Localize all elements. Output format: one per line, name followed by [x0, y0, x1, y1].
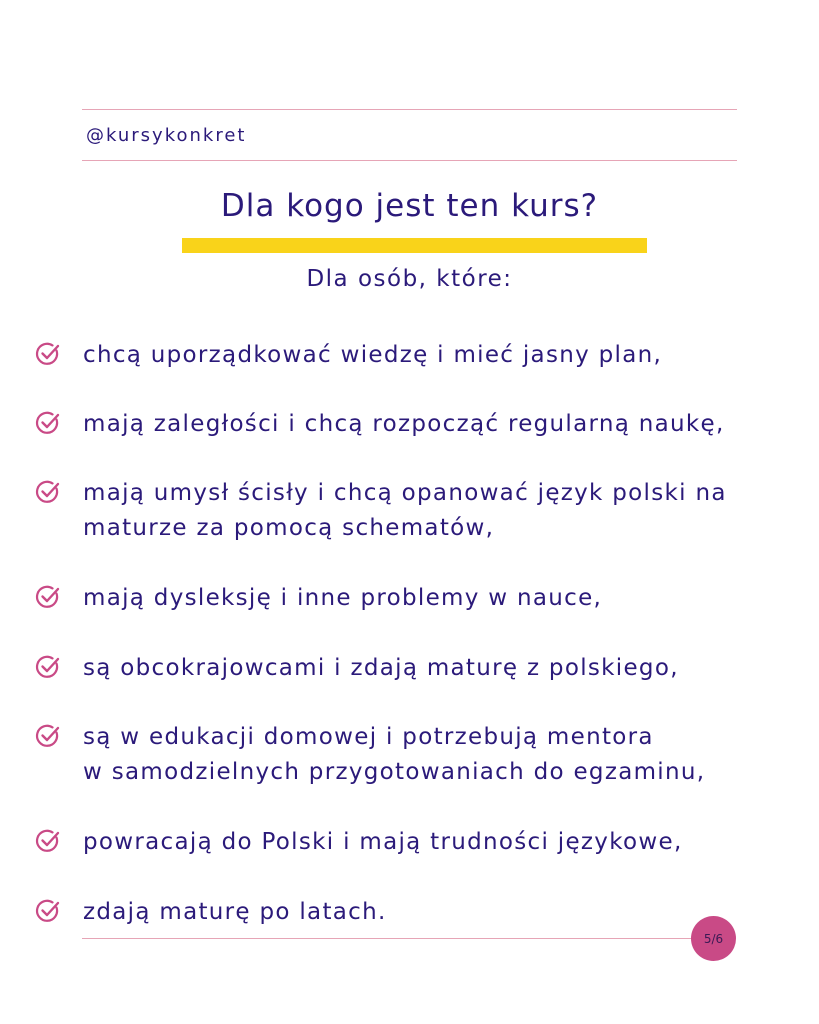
list-item-text: mają zaległości i chcą rozpocząć regularną naukę, — [83, 411, 725, 437]
list-item — [35, 895, 795, 930]
list-item-text: są obcokrajowcami i zdają maturę z polskiego, — [83, 655, 679, 681]
list-item-text: są w edukacji domowej i potrzebują mentora w samodzielnych przygotowaniach do egzaminu, — [83, 724, 706, 785]
check-circle-icon — [35, 723, 61, 749]
check-circle-icon — [35, 479, 61, 505]
check-circle-icon — [35, 654, 61, 680]
list-item-text: chcą uporządkować wiedzę i mieć jasny plan, — [83, 342, 663, 368]
check-circle-icon — [35, 828, 61, 854]
header-divider — [82, 160, 737, 161]
list-item — [35, 407, 795, 442]
list-item — [35, 825, 795, 860]
page-indicator-badge: 5/6 — [691, 916, 736, 961]
title-highlight-bar — [182, 238, 647, 253]
list-item — [35, 651, 795, 686]
list-item — [35, 338, 795, 373]
list-item — [35, 476, 795, 546]
list-item-text: zdają maturę po latach. — [83, 899, 387, 925]
page-subtitle: Dla osób, które: — [306, 266, 513, 292]
account-handle: @kursykonkret — [86, 125, 247, 146]
check-circle-icon — [35, 341, 61, 367]
page-title: Dla kogo jest ten kurs? — [220, 188, 599, 224]
list-item-text: mają umysł ścisły i chcą opanować język polski na maturze za pomocą schematów, — [83, 480, 727, 541]
list-item-text: mają dysleksję i inne problemy w nauce, — [83, 585, 603, 611]
list-item — [35, 720, 795, 790]
list-item — [35, 581, 795, 616]
bottom-divider — [82, 938, 694, 939]
check-circle-icon — [35, 898, 61, 924]
list-item-text: powracają do Polski i mają trudności językowe, — [83, 829, 683, 855]
check-circle-icon — [35, 584, 61, 610]
top-divider — [82, 109, 737, 110]
check-circle-icon — [35, 410, 61, 436]
